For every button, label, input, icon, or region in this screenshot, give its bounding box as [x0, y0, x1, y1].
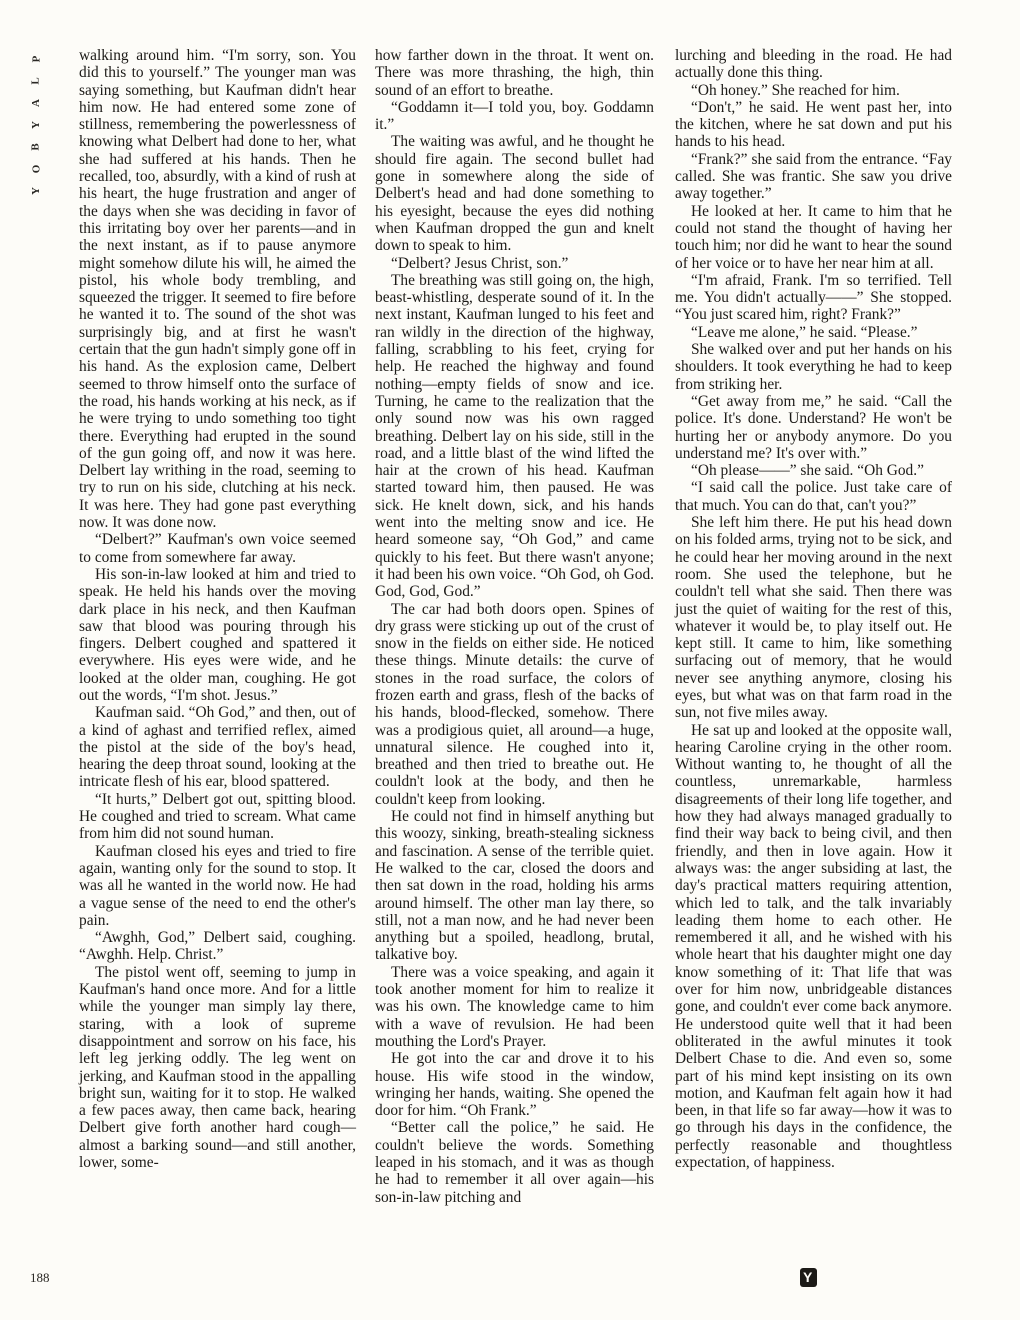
paragraph: “It hurts,” Delbert got out, spitting blood. He coughed and tried to scream. What came from him did not sound human. [79, 790, 356, 843]
masthead-letter: L [30, 77, 42, 85]
paragraph: “Better call the police,” he said. He couldn't believe the words. Something leaped in his stomach, and it was as though he had to remember it all over again—his son-in-law pitching and [375, 1119, 654, 1206]
paragraph: He got into the car and drove it to his house. His wife stood in the window, wringing her hands, waiting. She opened the door for him. “Oh Frank.” [375, 1050, 654, 1120]
text-column-3 [675, 47, 952, 1171]
paragraph: He sat up and looked at the opposite wall, hearing Caroline crying in the other room. Without wanting to, he thought of all the countless, unremarkable, harmless disagreements of their long life together, and how they had always managed gradually to find their way back to being civil, and then friendly, and then in love again. How it always was: the anger subsiding at last, the day's practical matters requiring attention, which led to talk, and the talk invariably leading them home to each other. He remembered it all, and he wished with his whole heart that his daughter might one day know something of it: That life that was over for him now, unbridgeable distances gone, and couldn't ever come back anymore. He understood quite well that it had been obliterated in the awful minutes it took Delbert Chase to die. And even so, some part of his mind kept insisting on its own motion, and Kaufman felt again how it had been, in that life so far away—how it was to go through his days in the confidence, the perfectly reasonable and thoughtless expectation, of happiness. [675, 721, 952, 1171]
paragraph: “Goddamn it—I told you, boy. Goddamn it.” [375, 98, 654, 134]
paragraph: The car had both doors open. Spines of dry grass were sticking up out of the crust of snow in the fields on either side. He noticed these things. Minute details: the curve of stones in the road surface, the colors of frozen earth and grass, flesh of the backs of his hands, blood-flecked, somehow. There was a prodigious quiet, all around—a huge, unnatural silence. He coughed into it, breathed and then tried to breathe out. He couldn't look at the body, and then he couldn't keep from looking. [375, 600, 654, 808]
paragraph: She walked over and put her hands on his shoulders. It took everything he had to keep from striking her. [675, 341, 952, 393]
paragraph: She left him there. He put his head down on his folded arms, trying not to be sick, and he could hear her moving around in the next room. She used the telephone, but he couldn't tell what she said. Then there was just the quiet of waiting for the rest of this, whatever it would be, to play itself out. He kept still. It came to him, like something surfacing out of memory, that he would never see anything anymore, closing his eyes, but what was on that farm road in the sun, not five miles away. [675, 514, 952, 722]
paragraph: “Frank?” she said from the entrance. “Fay called. She was frantic. She saw you drive away together.” [675, 150, 952, 203]
paragraph: Kaufman closed his eyes and tried to fire again, wanting only for the sound to stop. It was all he wanted in the world now. He had a vague sense of the need to end the other's pain. [79, 842, 356, 929]
masthead-letter: P [29, 55, 42, 63]
text-column-2 [375, 47, 654, 1206]
masthead-letter: A [29, 99, 42, 107]
paragraph: He looked at her. It came to him that he could not stand the thought of having her touch him; nor did he want to hear the sound of her voice or to have her near him at all. [675, 202, 952, 272]
paragraph: The waiting was awful, and he thought he should fire again. The second bullet had gone in somewhere along the side of Delbert's head and had done something to his eyesight, because the eyes did nothing when Kaufman dropped the gun and knelt down to speak to him. [375, 133, 654, 255]
paragraph: “I'm afraid, Frank. I'm so terrified. Tell me. You didn't actually——” She stopped. “You just scared him, right? Frank?” [675, 271, 952, 324]
masthead-letter: Y [29, 121, 42, 129]
paragraph: There was a voice speaking, and again it took another moment for him to realize it was his own. The knowledge came to him with a wave of revulsion. He had been mouthing the Lord's Prayer. [375, 963, 654, 1050]
end-of-story-mark-icon [800, 1268, 817, 1287]
paragraph: “Get away from me,” he said. “Call the police. It's done. Understand? He won't be hurting her or anybody anymore. Do you understand me? It's over with.” [675, 392, 952, 462]
masthead-letter: B [30, 143, 42, 151]
paragraph: “Don't,” he said. He went past her, into the kitchen, where he sat down and put his hands to his head. [675, 98, 952, 151]
paragraph: “Awghh, God,” Delbert said, coughing. “Awghh. Help. Christ.” [79, 929, 356, 964]
paragraph: how farther down in the throat. It went on. There was more thrashing, the high, thin sound of an effort to breathe. [375, 47, 654, 99]
magazine-masthead [24, 48, 48, 202]
text-column-1 [79, 47, 356, 1171]
paragraph: “Oh honey.” She reached for him. [691, 81, 900, 99]
endmark-glyph: Y [803, 1269, 813, 1285]
paragraph: walking around him. “I'm sorry, son. You did this to yourself.” The younger man was saying something, but Kaufman didn't hear him now. He had entered some zone of stillness, remembering the powerlessness of knowing what Delbert had done to her, what she had suffered at his hands. Then he recalled, too, absurdly, with a kind of rush at his heart, the huge frustration and anger of the days when she was deciding in favor of this irritating boy over her parents—and in the next instant, as if to pause anymore might somehow dilute his will, he aimed the pistol, his whole body trembling, and squeezed the trigger. It seemed to fire before he wanted it to. The sound of the shot was surprisingly big, and at first he wasn't certain that the gun hadn't simply gone off in his hand. As the explosion came, Delbert seemed to throw himself onto the surface of the road, his hands working at his neck, as if he were trying to undo something too tight there. Everything had erupted in the sound of the gun going off, and now it was here. Delbert lay writhing in the road, seeming to try to run on his side, clutching at his neck. It was here. They had gone past everything now. It was done now. [79, 47, 356, 532]
paragraph: “Leave me alone,” he said. “Please.” [691, 323, 918, 341]
page-number: 188 [30, 1270, 50, 1285]
paragraph: The pistol went off, seeming to jump in Kaufman's hand once more. And for a little while the younger man simply lay there, staring, with a look of supreme disappointment and sorrow on his face, his left leg jerking oddly. The leg went on jerking, and Kaufman stood in the appalling bright sun, waiting for it to stop. He walked a few paces away, then came back, hearing Delbert give forth another hard cough—almost a barking sound—and still another, lower, some- [79, 963, 356, 1171]
paragraph: “Delbert? Jesus Christ, son.” [391, 254, 569, 272]
paragraph: Kaufman said. “Oh God,” and then, out of a kind of aghast and terrified reflex, aimed the pistol at the side of the boy's head, hearing the deep throat sound, looking at the intricate flesh of his ear, blood spattered. [79, 704, 356, 791]
paragraph: His son-in-law looked at him and tried to speak. He held his hands over the moving dark place in his neck, and then Kaufman saw that blood was pouring through his fingers. Delbert coughed and spattered it everywhere. His eyes were wide, and he looked at the older man, coughing. He got out the words, “I'm shot. Jesus.” [79, 565, 356, 704]
masthead-letter: Y [29, 187, 42, 195]
paragraph: lurching and bleeding in the road. He had actually done this thing. [675, 47, 952, 82]
paragraph: “Delbert?” Kaufman's own voice seemed to come from somewhere far away. [79, 531, 356, 566]
masthead-letter: O [30, 164, 42, 174]
paragraph: He could not find in himself anything but this woozy, sinking, breath-stealing sickness and fascination. A sense of the terrible quiet. He walked to the car, closed the doors and then sat down in the road, holding his arms around himself. The other man lay there, so still, not a man now, and he had never been anything but a spoiled, headlong, brutal, talkative boy. [375, 808, 654, 964]
paragraph: “I said call the police. Just take care of that much. You can do that, can't you?” [675, 479, 952, 514]
paragraph: “Oh please——” she said. “Oh God.” [691, 462, 924, 480]
paragraph: The breathing was still going on, the high, beast-whistling, desperate sound of it. In the next instant, Kaufman lunged to his feet and ran wildly in the direction of the highway, falling, scrabbling to his feet, crying for help. He reached the highway and found nothing—empty fields of snow and ice. Turning, he came to the realization that the only sound now was his own ragged breathing. Delbert lay on his side, still in the road, and a little blast of the wind lifted the hair at the crown of his head. Kaufman started toward him, then paused. He was sick. He knelt down, sick, and his hands went into the melting snow and ice. He heard someone say, “Oh God,” and came quickly to his feet. But there wasn't anyone; it had been his own voice. “Oh God, oh God. God, God, God.” [375, 271, 654, 601]
